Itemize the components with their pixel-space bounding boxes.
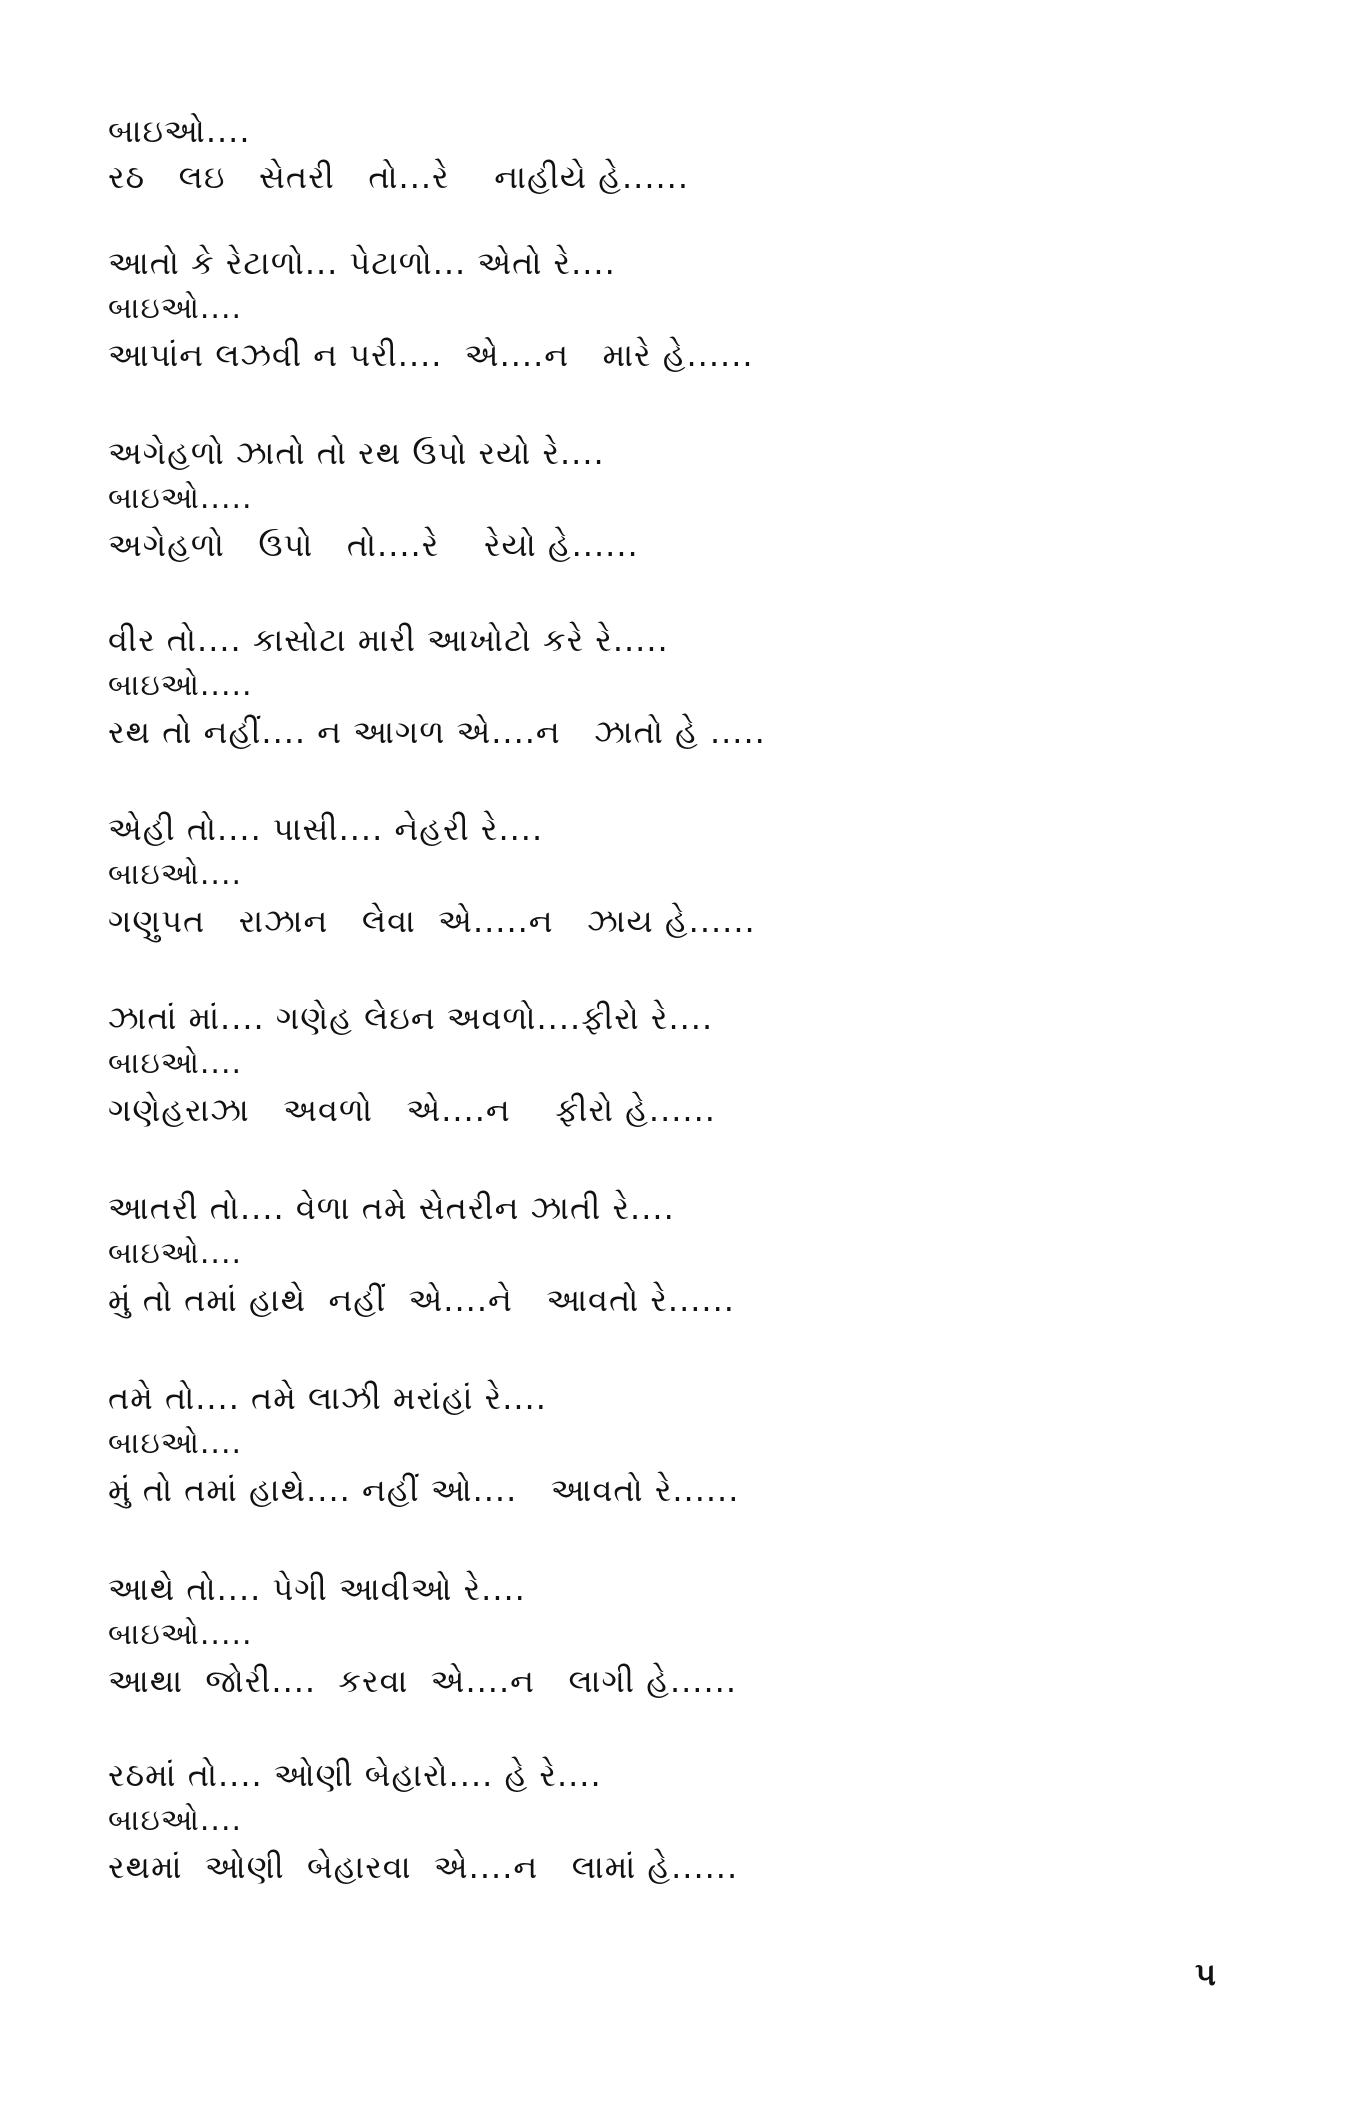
poem-line: આતો કે રેટાળો... પેટાળો... એતો રે....	[108, 244, 616, 282]
poem-line: બાઇઓ.....	[108, 481, 253, 516]
stanza-2	[108, 240, 1008, 378]
poem-line: ઝાતાં માં.... ગણેહ લેઇન અવળો....ફીરો રે....	[108, 999, 714, 1037]
poem-line: તમે તો.... તમે લાઝી મરાંહાં રે....	[108, 1379, 547, 1417]
poem-line: રઠ લઇ સેતરી તો...રે નાહીયે હે......	[108, 158, 690, 196]
poem-line: બાઇઓ....	[108, 857, 243, 892]
poem-line: આથા જોરી.... કરવા એ....ન લાગી હે......	[108, 1662, 737, 1700]
poem-line: આપાંન લઝવી ન પરી.... એ....ન મારે હે......	[108, 336, 754, 374]
page-number: ૫	[1194, 1955, 1216, 1993]
poem-line: બાઇઓ....	[108, 1236, 243, 1271]
poem-line: બાઇઓ.....	[108, 1617, 253, 1652]
stanza-8	[108, 1375, 1008, 1513]
poem-line: ગણુપત રાઝાન લેવા એ.....ન ઝાય હે......	[108, 902, 756, 940]
poem-line: રઠમાં તો.... ઓણી બેહારો.... હે રે....	[108, 1756, 602, 1794]
stanza-7	[108, 1185, 1008, 1323]
poem-line: અગેહળો ઝાતો તો રથ ઉપો રયો રે....	[108, 434, 605, 472]
poem-line: બાઇઓ....	[108, 291, 243, 326]
poem-line: વીર તો.... કાસોટા મારી આખોટો કરે રે.....	[108, 621, 669, 659]
poem-line: રથ તો નહીં.... ન આગળ એ....ન ઝાતો હે .....	[108, 713, 766, 751]
stanza-5	[108, 806, 1008, 944]
poem-line: અગેહળો ઉપો તો....રે રેયો હે......	[108, 526, 639, 564]
poem-line: બાઇઓ....	[108, 1426, 243, 1461]
stanza-1	[108, 108, 1008, 200]
poem-line: બાઇઓ....	[108, 112, 251, 150]
poem-line: એહી તો.... પાસી.... નેહરી રે....	[108, 810, 544, 848]
poem-line: આતરી તો.... વેળા તમે સેતરીન ઝાતી રે....	[108, 1189, 675, 1227]
poem-line: ગણેહરાઝા અવળો એ....ન ફીરો હે......	[108, 1091, 716, 1129]
poem-line: રથમાં ઓણી બેહારવા એ....ન લામાં હે......	[108, 1848, 739, 1886]
poem-line: બાઇઓ.....	[108, 668, 253, 703]
poem-line: મું તો તમાં હાથે નહીં એ....ને આવતો રે......	[108, 1281, 735, 1319]
poem-line: મું તો તમાં હાથે.... નહીં ઓ.... આવતો રે......	[108, 1471, 740, 1509]
stanza-9	[108, 1566, 1008, 1704]
poem-line: બાઇઓ....	[108, 1803, 243, 1838]
stanza-6	[108, 995, 1008, 1133]
stanza-4	[108, 617, 1008, 755]
poem-line: બાઇઓ....	[108, 1046, 243, 1081]
stanza-3	[108, 430, 1008, 568]
poem-line: આથે તો.... પેગી આવીઓ રે....	[108, 1570, 526, 1608]
stanza-10	[108, 1752, 1008, 1890]
